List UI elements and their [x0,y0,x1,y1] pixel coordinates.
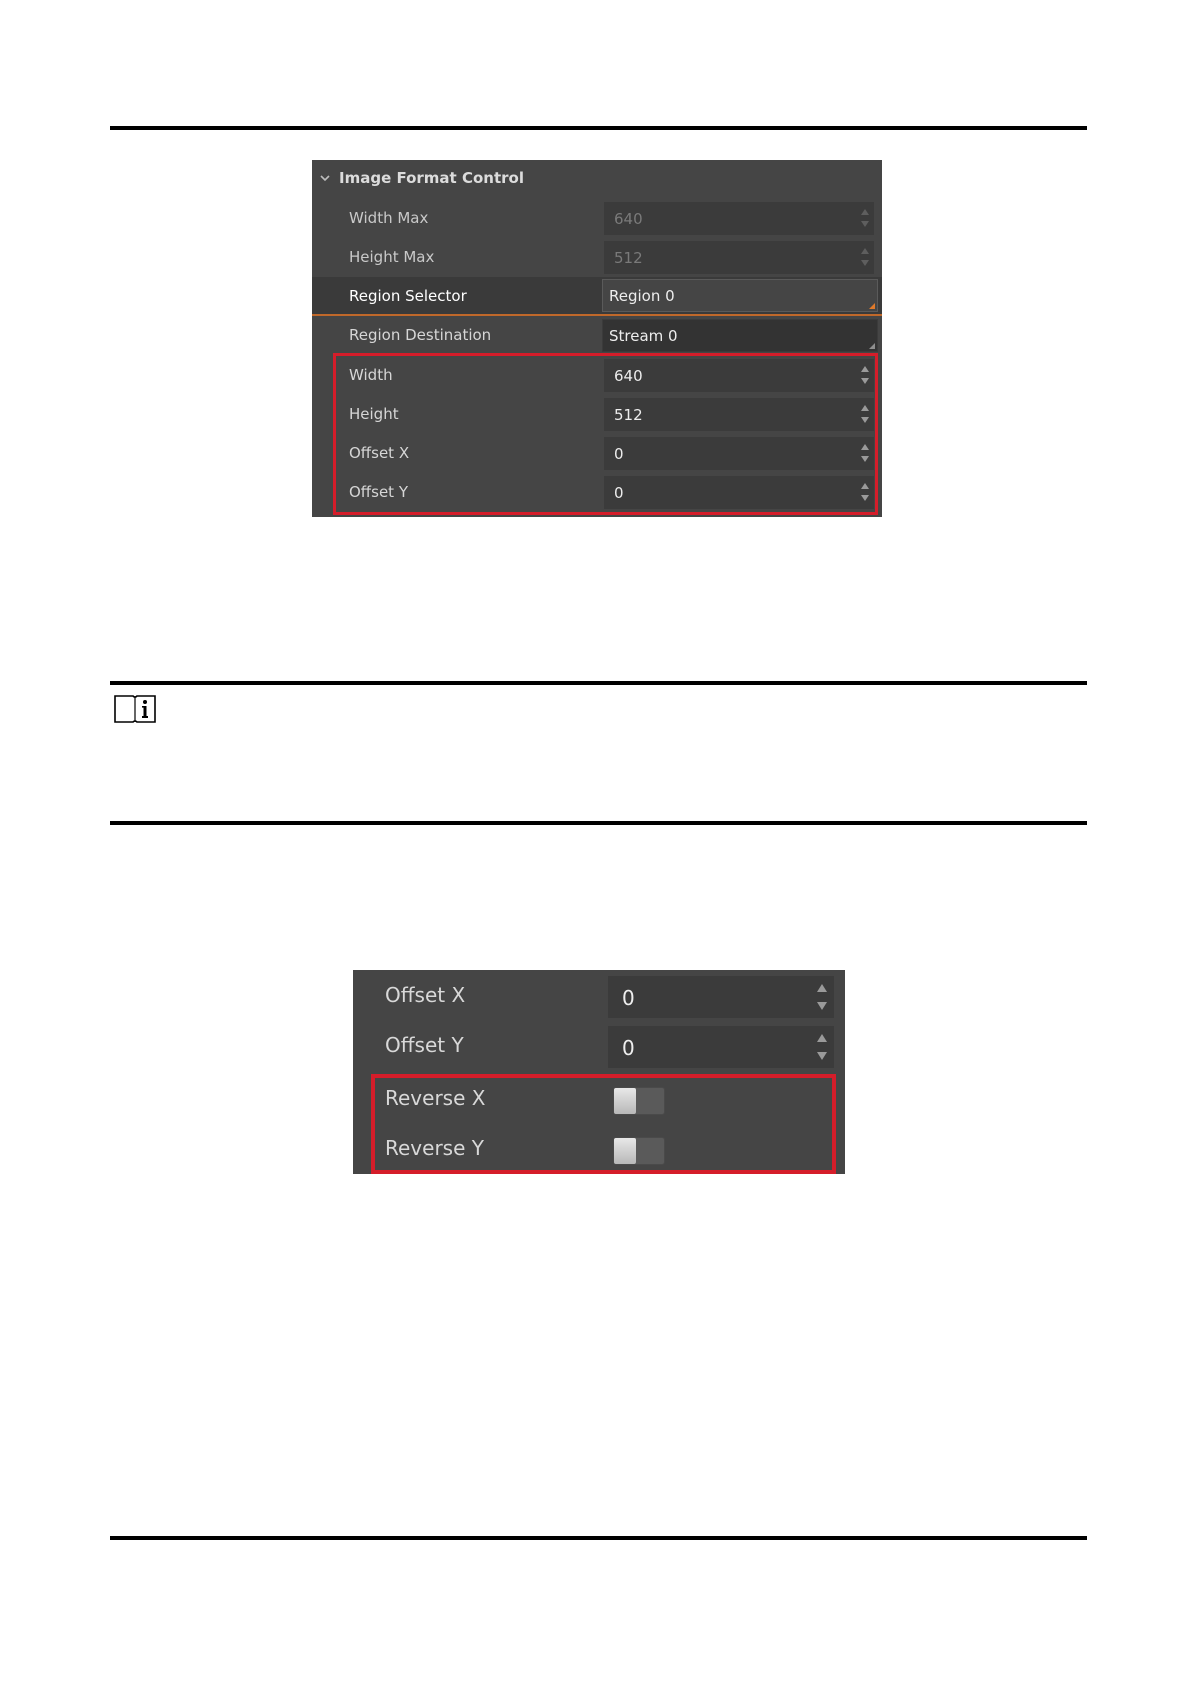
height-max-field [604,241,874,274]
row-height-max [312,238,882,277]
field-value: 0 [614,445,624,463]
field-value: 0 [622,986,635,1010]
row-label: Height [349,405,399,423]
reverse-y-toggle[interactable] [613,1137,665,1165]
row-width-max [312,199,882,238]
row-reverse-y [353,1123,845,1173]
row-offset-y [312,473,882,512]
field-value: 640 [614,210,643,228]
field-value: 512 [614,249,643,267]
row-offset-y [353,1020,845,1070]
image-format-control-panel [312,160,882,517]
row-width [312,356,882,395]
offset-x-input[interactable] [608,976,834,1018]
toggle-knob [614,1088,636,1114]
spinner-arrows-icon[interactable] [860,403,870,427]
chevron-down-icon[interactable] [319,172,331,184]
row-reverse-x [353,1073,845,1123]
row-label: Region Destination [349,326,492,344]
row-label: Offset Y [349,483,408,501]
row-label: Offset X [349,444,410,462]
spinner-arrows-icon[interactable] [860,442,870,466]
spinner-arrows-icon [860,207,870,231]
field-value: Region 0 [609,287,675,305]
region-destination-dropdown[interactable] [602,319,878,352]
row-label: Reverse Y [385,1136,484,1160]
dropdown-corner-icon [869,343,875,349]
row-label: Width Max [349,209,429,227]
region-selector-dropdown[interactable] [602,279,878,312]
width-input[interactable] [604,359,874,392]
row-region-selector[interactable] [312,277,882,316]
row-label: Offset Y [385,1033,464,1057]
field-value: 640 [614,367,643,385]
row-label: Offset X [385,983,466,1007]
row-offset-x [353,970,845,1020]
spinner-arrows-icon[interactable] [860,481,870,505]
spinner-arrows-icon[interactable] [816,1034,828,1062]
offset-x-input[interactable] [604,437,874,470]
row-label: Width [349,366,393,384]
spinner-arrows-icon[interactable] [816,984,828,1012]
spinner-arrows-icon [860,246,870,270]
field-value: 0 [622,1036,635,1060]
group-title: Image Format Control [339,169,524,187]
offset-y-input[interactable] [604,476,874,509]
dropdown-corner-icon [869,303,875,309]
field-value: 512 [614,406,643,424]
row-label: Height Max [349,248,435,266]
reverse-x-toggle[interactable] [613,1087,665,1115]
field-value: 0 [614,484,624,502]
row-label: Reverse X [385,1086,486,1110]
header-rule [110,126,1087,130]
footer-rule [110,1536,1087,1540]
group-header[interactable] [312,160,882,198]
row-offset-x [312,434,882,473]
row-height [312,395,882,434]
spinner-arrows-icon[interactable] [860,364,870,388]
reverse-settings-panel [353,970,845,1174]
note-top-rule [110,681,1087,685]
toggle-knob [614,1138,636,1164]
offset-y-input[interactable] [608,1026,834,1068]
height-input[interactable] [604,398,874,431]
note-bottom-rule [110,821,1087,825]
row-region-destination[interactable] [312,316,882,355]
field-value: Stream 0 [609,327,678,345]
row-label: Region Selector [349,287,467,305]
width-max-field [604,202,874,235]
note-info-icon [113,692,157,724]
